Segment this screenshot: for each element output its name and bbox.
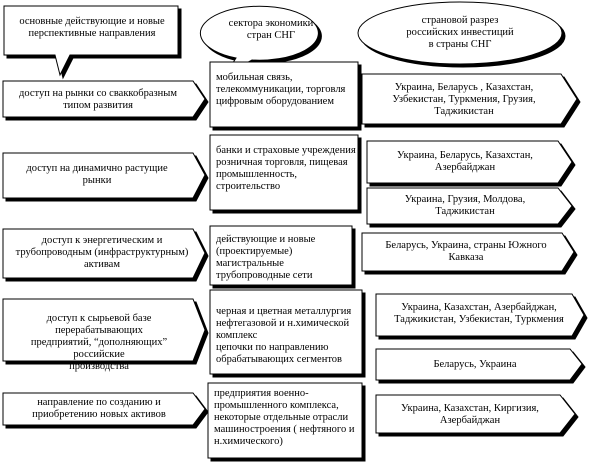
row3-direction-text: доступ к энергетическим и трубопроводным (инфраструктурным) активам [15, 235, 189, 270]
row4-direction-text: доступ к сырьевой базе перерабатывающих предприятий, “дополняющих” российские производства [30, 313, 168, 372]
row2b-country-text: Украина, Грузия, Молдова, Таджикистан [404, 194, 526, 217]
row1-direction-text: доступ на рынки со сваккобразным типом развития [19, 88, 177, 111]
row2a-country-text: Украина, Беларусь, Казахстан, Азербайджан [397, 150, 533, 173]
row5-direction-text: направление по созданию и приобретению новых активов [32, 397, 166, 420]
header-sectors-text: сектора экономики стран СНГ [228, 18, 314, 41]
row3-country-text: Беларусь, Украина, страны Южного Кавказа [385, 240, 547, 263]
row4b-country-text: Беларусь, Украина [433, 359, 517, 370]
row3-sector-text: действующие и новые (проектируемые) магистральные трубопроводные сети [216, 234, 316, 281]
row5-country-text: Украина, Казахстан, Киргизия, Азербайджан [401, 403, 539, 426]
row4a-country-text: Украина, Казахстан, Азербайджан, Таджикистан, Узбекистан, Туркмения [394, 302, 564, 325]
row1-country-text: Украина, Беларусь , Казахстан, Узбекистан, Туркмения, Грузия, Таджикистан [392, 82, 536, 117]
header-countries-text: страновой разрез российских инвестиций в страны СНГ [406, 15, 514, 50]
row2-sector-text: банки и страховые учреждения розничная торговля, пищевая промышленность, строительство [216, 145, 356, 192]
row4-sector-text: черная и цветная металлургия нефтегазовой и н.химической комплекс цепочки по направлению обрабатывающих сегментов [216, 306, 352, 365]
header-directions-text: основные действующие и новые перспективные направления [19, 16, 165, 39]
row2-direction-text: доступ на динамично растущие рынки [26, 163, 168, 186]
row1-sector-text: мобильная связь, телекоммуникации, торговля цифровым оборудованием [216, 72, 346, 107]
row5-sector-text: предприятия военно- промышленного комплекса, некоторые отдельные отрасли машиностроения ( нефтяного и н.химического) [214, 388, 355, 447]
